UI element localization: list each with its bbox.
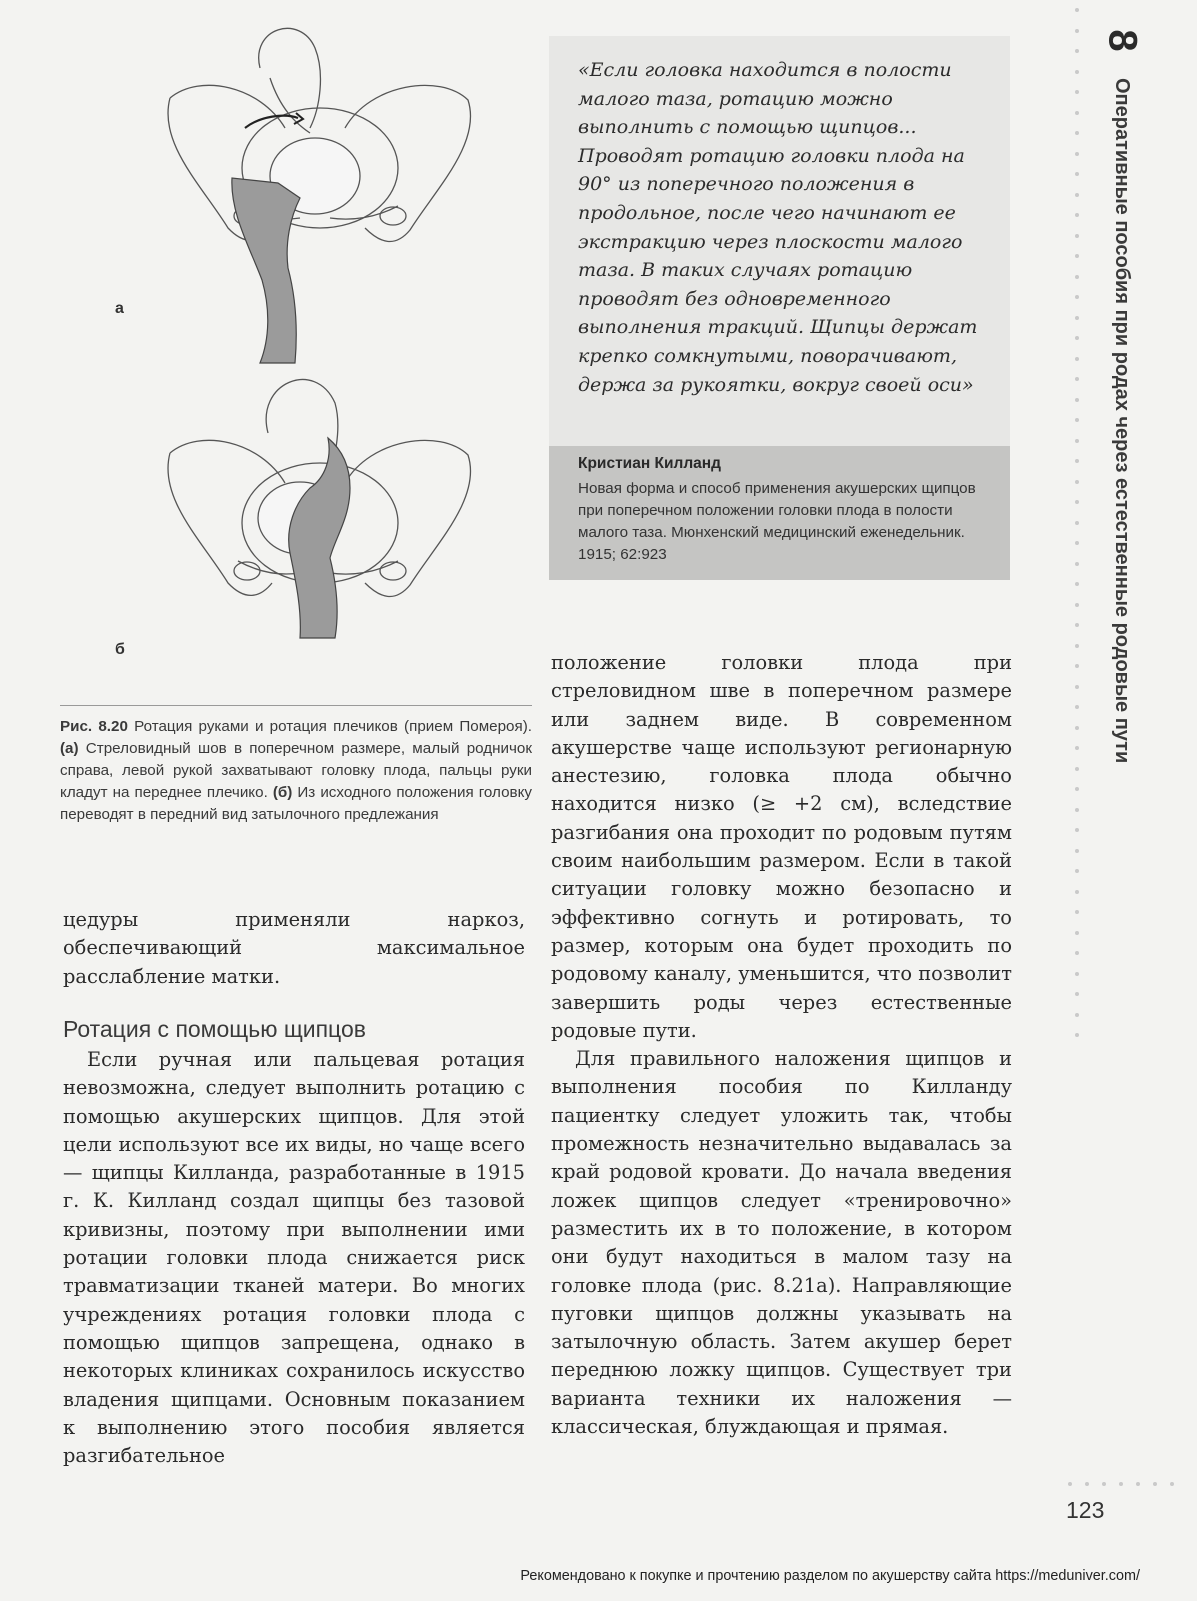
caption-divider bbox=[60, 705, 532, 706]
caption-number: Рис. 8.20 bbox=[60, 718, 128, 735]
rule-dot bbox=[1075, 459, 1079, 463]
rule-dot bbox=[1153, 1482, 1157, 1486]
caption-text-2: Стреловидный шов в поперечном размере, малый родничок справа, левой рукой захватывают головку плода, пальцы руки кладут на переднее плечико. bbox=[60, 740, 532, 801]
sidebar-dot-rule bbox=[1075, 8, 1081, 1038]
rule-dot bbox=[1075, 70, 1079, 74]
rule-dot bbox=[1075, 234, 1079, 238]
rule-dot bbox=[1075, 521, 1079, 525]
rule-dot bbox=[1075, 890, 1079, 894]
chapter-title-container bbox=[1110, 78, 1134, 838]
rule-dot bbox=[1075, 8, 1079, 12]
rule-dot bbox=[1075, 111, 1079, 115]
section-heading: Ротация с помощью щипцов bbox=[63, 1016, 366, 1042]
rule-dot bbox=[1075, 357, 1079, 361]
footer-note: Рекомендовано к покупке и прочтению разделом по акушерству сайта https://meduniver.com/ bbox=[520, 1568, 1140, 1584]
rule-dot bbox=[1075, 152, 1079, 156]
rule-dot bbox=[1075, 439, 1079, 443]
left-main-paragraph bbox=[63, 1046, 525, 1470]
page-number-dot-rule bbox=[1068, 1482, 1178, 1488]
rule-dot bbox=[1075, 562, 1079, 566]
rule-dot bbox=[1075, 1033, 1079, 1037]
quote-text: «Если головка находится в полости малого таза, ротацию можно выполнить с помощью щипцов... Проводят ротацию головки плода на 90° из поперечного положения в продольное, после чего начинают ее экстракцию через плоскости малого таза. В таких случаях ротацию проводят без одновременного выполнения тракций. Щипцы держат крепко сомкнутыми, поворачивают, держа за рукоятки, вокруг своей оси» bbox=[578, 59, 978, 396]
rule-dot bbox=[1075, 603, 1079, 607]
rule-dot bbox=[1119, 1482, 1123, 1486]
rule-dot bbox=[1075, 787, 1079, 791]
rule-dot bbox=[1075, 131, 1079, 135]
rule-dot bbox=[1085, 1482, 1089, 1486]
rule-dot bbox=[1075, 398, 1079, 402]
rule-dot bbox=[1170, 1482, 1174, 1486]
caption-part-b: (б) bbox=[272, 784, 293, 801]
figure-label-a: а bbox=[115, 300, 124, 317]
left-intro-paragraph bbox=[63, 906, 525, 991]
rule-dot bbox=[1075, 869, 1079, 873]
chapter-title: Оперативные пособия при родах через естественные родовые пути bbox=[1111, 78, 1133, 764]
rule-dot bbox=[1075, 418, 1079, 422]
right-paragraph-1: положение головки плода при стреловидном шве в поперечном размере или заднем виде. В современном акушерстве чаще используют регионарную анестезию, головка плода обычно находится низко (≥ +2 см), вследствие разгибания она проходит по родовым путям своим наибольшим размером. Если в такой ситуации головку можно безопасно и эффективно согнуть и ротировать, то размер, которым она будет проходить по родовому каналу, уменьшится, что позволит завершить роды через естественные родовые пути. bbox=[551, 651, 1012, 1042]
quote-source: Новая форма и способ применения акушерских щипцов при поперечном положении головки плода в полости малого таза. Мюнхенский медицинский еженедельник. 1915; 62:923 bbox=[578, 480, 976, 563]
rule-dot bbox=[1075, 254, 1079, 258]
rule-dot bbox=[1068, 1482, 1072, 1486]
rule-dot bbox=[1075, 541, 1079, 545]
rule-dot bbox=[1075, 664, 1079, 668]
chapter-number: 8 bbox=[1100, 29, 1145, 52]
rule-dot bbox=[1075, 213, 1079, 217]
rule-dot bbox=[1075, 767, 1079, 771]
rule-dot bbox=[1075, 316, 1079, 320]
right-column-text bbox=[551, 649, 1012, 1441]
caption-text-3: Из исходного положения головку переводят в передний вид затылочного предлежания bbox=[60, 784, 532, 823]
rule-dot bbox=[1075, 480, 1079, 484]
intro-paragraph: цедуры применяли наркоз, обеспечивающий максимальное расслабление матки. bbox=[63, 908, 525, 988]
rule-dot bbox=[1075, 29, 1079, 33]
rule-dot bbox=[1102, 1482, 1106, 1486]
rule-dot bbox=[1075, 90, 1079, 94]
figure-8-20 bbox=[110, 18, 530, 673]
rule-dot bbox=[1075, 828, 1079, 832]
rule-dot bbox=[1075, 500, 1079, 504]
rule-dot bbox=[1075, 193, 1079, 197]
pelvis-rotation-illustration bbox=[110, 18, 530, 673]
quote-author: Кристиан Килланд bbox=[578, 455, 721, 472]
rule-dot bbox=[1075, 726, 1079, 730]
rule-dot bbox=[1075, 295, 1079, 299]
page-number: 123 bbox=[1066, 1497, 1105, 1523]
rule-dot bbox=[1075, 972, 1079, 976]
rule-dot bbox=[1075, 377, 1079, 381]
figure-label-b: б bbox=[115, 641, 125, 658]
rule-dot bbox=[1075, 746, 1079, 750]
rule-dot bbox=[1075, 582, 1079, 586]
rule-dot bbox=[1075, 808, 1079, 812]
rule-dot bbox=[1075, 705, 1079, 709]
rule-dot bbox=[1075, 275, 1079, 279]
rule-dot bbox=[1075, 992, 1079, 996]
rule-dot bbox=[1075, 1013, 1079, 1017]
right-paragraph-2: Для правильного наложения щипцов и выполнения пособия по Килланду пациентку следует уложить так, чтобы промежность незначительно выдавалась за край родовой кровати. До начала введения ложек щипцов следует «тренировочно» разместить их в то положение, в котором они будут находиться в малом тазу на головке плода (рис. 8.21а). Направляющие пуговки щипцов должны указывать на затылочную область. Затем акушер берет переднюю ложку щипцов. Существует три варианта техники их наложения — классическая, блуждающая и прямая. bbox=[551, 1047, 1012, 1439]
rule-dot bbox=[1075, 644, 1079, 648]
rule-dot bbox=[1075, 951, 1079, 955]
caption-part-a: (а) bbox=[60, 740, 79, 757]
rule-dot bbox=[1075, 623, 1079, 627]
rule-dot bbox=[1075, 849, 1079, 853]
rule-dot bbox=[1075, 685, 1079, 689]
caption-text-1: Ротация руками и ротация плечиков (прием Помероя). bbox=[127, 718, 532, 735]
rule-dot bbox=[1075, 49, 1079, 53]
forceps-paragraph: Если ручная или пальцевая ротация невозможна, следует выполнить ротацию с помощью акушерских щипцов. Для этой цели используют все их виды, но чаще всего — щипцы Килланда, разработанные в 1915 г. К. Килланд создал щипцы без тазовой кривизны, поэтому при выполнении ими ротации головки плода снижается риск травматизации тканей матери. Во многих учреждениях ротация головки плода с помощью щипцов запрещена, однако в некоторых клиниках сохранилось искусство владения щипцами. Основным показанием к выполнению этого пособия является разгибательное bbox=[63, 1048, 525, 1468]
rule-dot bbox=[1075, 931, 1079, 935]
rule-dot bbox=[1075, 336, 1079, 340]
rule-dot bbox=[1075, 172, 1079, 176]
rule-dot bbox=[1075, 910, 1079, 914]
figure-caption bbox=[60, 716, 532, 826]
rule-dot bbox=[1136, 1482, 1140, 1486]
